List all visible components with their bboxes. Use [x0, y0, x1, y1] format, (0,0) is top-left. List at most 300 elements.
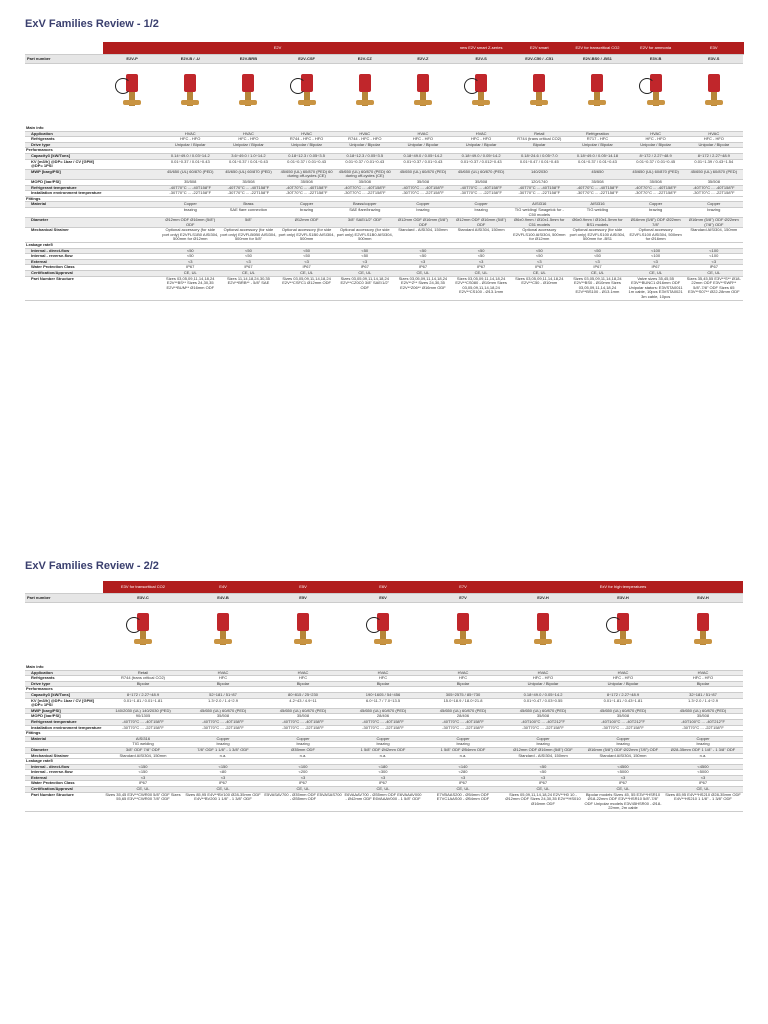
spec-cell: <50 — [161, 254, 219, 260]
spec-cell: Brass/copper — [336, 202, 394, 208]
spec-row — [25, 708, 743, 714]
valve-image — [237, 74, 259, 114]
spec-cell: -30T70°C ... -22T158°F — [336, 191, 394, 197]
spec-cell — [103, 207, 161, 217]
spec-cell: Optional accessory (for side port only) E2VFLS100 AISI304, 500mm for -BS1 — [569, 227, 626, 242]
spec-cell: HVAC — [663, 670, 743, 676]
row-label: Part number — [25, 55, 103, 64]
spec-cell — [103, 228, 161, 243]
spec-cell: 0.01÷0.47 / 0.01÷0.45 — [510, 159, 568, 169]
spec-cell: <50 — [510, 254, 568, 260]
spec-cell: HFC — [423, 676, 503, 682]
spec-cell: brazing — [423, 742, 503, 748]
row-label: MOPD [bar/PSI] — [25, 179, 103, 185]
spec-cell: <3 — [685, 259, 743, 265]
spec-cell: Refrigeration — [568, 131, 626, 137]
row-label: Refrigerant temperature — [25, 185, 103, 191]
spec-cell: <50 — [568, 254, 626, 260]
spec-cell: CE, UL — [336, 271, 394, 277]
spec-cell: CE, UL — [685, 271, 743, 277]
spec-cell: CE, UL — [510, 271, 568, 277]
spec-cell: IP67 — [568, 265, 626, 271]
spec-cell: 0.14÷49.0 / 0.03÷14.2 — [161, 153, 219, 159]
spec-cell: SAE flare/brazing — [336, 207, 394, 217]
spec-cell: Ø28-35mm ODF 1 1/8" - 1 3/8" ODF — [663, 747, 743, 753]
spec-cell: 35/508 — [663, 714, 743, 720]
spec-cell: 0.18÷49.0 / 0.05÷14.2 — [394, 153, 452, 159]
spec-cell: Bipolar models Sizes 45, 55 E3V**HSR10 Ø18-22mm ODF E3V**HSR10 5/8"-7/8" ODF Unipolar models E3V45HSR00 - Ø18-22mm, 2m cable — [584, 792, 662, 811]
spec-cell: IP67 — [161, 265, 219, 271]
spec-cell: <3 — [627, 259, 685, 265]
row-label: Part Number Structure — [25, 792, 103, 811]
spec-cell: 45/650 (UL) 60/870 (PED) — [583, 708, 663, 714]
spec-cell: R717 - HFC — [568, 137, 626, 143]
spec-cell: HFC - HFO — [394, 137, 452, 143]
row-label: Capacity3 [kW/Tons] — [25, 692, 103, 698]
spec-row — [25, 725, 743, 731]
spec-cell: HVAC — [503, 670, 583, 676]
valve-image — [292, 613, 314, 653]
spec-row — [25, 207, 743, 217]
spec-cell: CE, UL — [343, 787, 423, 793]
spec-cell: <150 — [103, 764, 183, 770]
spec-cell: CE, UL — [103, 787, 183, 793]
spec-cell: HVAC — [183, 670, 263, 676]
spec-cell: <50 — [394, 248, 452, 254]
group-header: E2V smart — [510, 42, 568, 55]
spec-cell: -40T70°C ... -40T158°F — [343, 719, 423, 725]
spec-row — [25, 747, 743, 753]
row-label: Material — [25, 736, 103, 742]
spec-cell: <100 — [627, 248, 685, 254]
spec-cell: HVAC — [263, 670, 343, 676]
spec-cell: Sizes 03,05,09,11,14,18,24 E2V**CSFC1 Ø12mm ODF — [278, 276, 336, 300]
spec-cell: TIG welding — [568, 207, 626, 217]
spec-cell: 45/650 (UL) 60/870 (PED) — [663, 708, 743, 714]
spec-cell: 0.18÷12.3 / 0.05÷3.5 — [336, 153, 394, 159]
part-number-cell: E5V — [263, 594, 343, 603]
spec-cell: <180 — [343, 764, 423, 770]
spec-cell: HVAC — [583, 670, 663, 676]
spec-cell: 0.01÷0.37 / 0.012÷0.43 — [452, 159, 510, 169]
spec-cell: <3 — [263, 775, 343, 781]
spec-cell: CE, UL — [423, 787, 503, 793]
spec-cell: Ø6x0.9mm / Ø10x1.5mm for C51 models — [510, 218, 568, 228]
section-header: Leakage rate5 — [25, 243, 743, 249]
spec-cell: -40T100°C ... -40T212°F — [663, 719, 743, 725]
spec-cell: 45/650 (UL) 60/870 (PED) — [503, 708, 583, 714]
row-label: MWP [barg/PSI] — [25, 708, 103, 714]
spec-cell: Bipolar — [423, 681, 503, 687]
section-header: Main info — [25, 665, 743, 670]
spec-cell: -30T70°C ... -22T158°F — [503, 725, 583, 731]
spec-cell: 0.01÷0.47 / 0.03÷0.55 — [503, 698, 583, 708]
spec-cell: -30T70°C ... -22T158°F — [510, 191, 568, 197]
spec-cell: Copper — [663, 736, 743, 742]
spec-cell: Copper — [343, 736, 423, 742]
spec-cell: HFC - HFO — [627, 137, 685, 143]
section-header: Performances — [25, 687, 743, 693]
spec-cell: 28/406 — [343, 714, 423, 720]
spec-cell: 1.3÷2.0 / 1.4÷2.9 — [663, 698, 743, 708]
spec-cell: Bipolar — [663, 681, 743, 687]
spec-cell: -40T70°C ... -40T158°F — [685, 185, 743, 191]
spec-cell: -40T70°C ... -40T158°F — [627, 185, 685, 191]
spec-cell: <100 — [685, 254, 743, 260]
spec-row — [25, 719, 743, 725]
spec-cell: 45/650 (UL) 60/870 (PED) — [452, 169, 510, 179]
spec-cell: -30T70°C ... -22T158°F — [568, 191, 626, 197]
spec-cell: Bipolar — [263, 681, 343, 687]
spec-cell: HFC - HFO — [161, 137, 219, 143]
spec-cell: 90/1305 — [103, 714, 183, 720]
spec-cell: brazing — [183, 742, 263, 748]
part-number-cell: E2V-CZ — [336, 55, 394, 64]
spec-cell: <3 — [452, 259, 510, 265]
spec-cell: -40T100°C ... -40T212°F — [503, 719, 583, 725]
spec-cell: -40T70°C ... -40T158°F — [394, 185, 452, 191]
spec-cell: Sizes 05,09,11,14,18,24 E2V**H0 10 - Ø12mm ODF Sizes 24,30,35 E2V**HS010 Ø16mm ODF — [503, 792, 583, 811]
group-header: E3V — [685, 42, 743, 55]
row-label: Material — [25, 202, 103, 208]
spec-cell: -40T70°C ... -40T158°F — [423, 719, 503, 725]
spec-cell: Optional accessory (for side port only) E2VFLS1B0 AISI304, 500mm for Ø12mm — [162, 227, 219, 242]
spec-cell: -30T70°C ... -22T158°F — [103, 725, 183, 731]
spec-cell: Copper — [183, 736, 263, 742]
part-number-row — [25, 594, 743, 603]
spec-cell: brazing — [583, 742, 663, 748]
spec-cell: 35/508 — [278, 179, 336, 185]
spec-cell: 52÷181 / 51÷87 — [183, 692, 263, 698]
spec-cell: Copper — [503, 736, 583, 742]
spec-cell: -40T70°C ... -40T158°F — [219, 185, 277, 191]
spec-cell: -30T70°C ... -22T158°F — [685, 191, 743, 197]
spec-cell: Standard AISI304, 150mm — [685, 228, 743, 243]
row-label: Part Number Structure — [25, 276, 103, 300]
spec-cell: 45/650 (UL) 60/870 (PED) — [423, 708, 503, 714]
part-number-cell: E4V-B — [183, 594, 263, 603]
spec-cell: n.a. — [263, 753, 343, 759]
spec-cell: <3 — [503, 775, 583, 781]
spec-cell: 0.01÷0.37 / 0.01÷0.43 — [394, 159, 452, 169]
spec-cell: 32÷181 / 51÷87 — [663, 692, 743, 698]
spec-cell: HVAC — [343, 670, 423, 676]
valve-image — [586, 74, 608, 114]
spec-cell: CE, UL — [663, 787, 743, 793]
spec-cell: n.a. — [183, 753, 263, 759]
spec-cell: HFC - HFO — [452, 137, 510, 143]
spec-cell: <300 — [343, 770, 423, 776]
spec-cell: 80÷815 / 25÷230 — [263, 692, 343, 698]
valve-image — [179, 74, 201, 114]
spec-cell: <50 — [452, 248, 510, 254]
spec-cell: brazing — [663, 742, 743, 748]
spec-cell: Sizes 85,95 E4V**HS210 Ø28-35mm ODF E4V**HS210 1 1/8" - 1 3/8" ODF — [663, 792, 743, 811]
spec-cell: Optional accessory E2VFLS100 AISI304, 500mm for Ø12mm — [510, 228, 568, 243]
spec-cell: -40T70°C ... -40T158°F — [161, 185, 219, 191]
spec-cell: 140/2030 (UL) 140/2030 (PED) — [103, 708, 183, 714]
spec-cell: brazing — [452, 207, 510, 217]
spec-cell: <100 — [627, 254, 685, 260]
spec-cell: 0.01÷0.37 / 0.01÷0.43 — [568, 159, 626, 169]
spec-cell: n.a. — [343, 753, 423, 759]
part-number-cell: E3V-B — [627, 55, 685, 64]
spec-cell: IP67 — [583, 781, 663, 787]
valve-image — [132, 613, 154, 653]
spec-cell: IP67 — [103, 781, 183, 787]
spec-cell: 190÷1605 / 54÷456 — [343, 692, 423, 698]
spec-cell: IP67 — [503, 781, 583, 787]
spec-cell: IP67 — [627, 265, 685, 271]
spec-cell: brazing — [503, 742, 583, 748]
section-header: Performances — [25, 148, 743, 154]
spec-cell: Copper — [278, 202, 336, 208]
spec-cell: HVAC — [161, 131, 219, 137]
spec-cell: Sizes 03,05,09,11,14,18,24 E2V**BS** Sizes 24,30,35 E2V**BUM** Ø16mm ODF — [161, 276, 219, 300]
part-number-cell: E6V — [343, 594, 423, 603]
group-header: E6V — [343, 581, 423, 594]
row-label: Refrigerants — [25, 676, 103, 682]
spec-cell: 0.18÷49.0 / 0.05÷14.18 — [568, 153, 626, 159]
spec-cell: brazing — [627, 207, 685, 217]
spec-cell: R744 - HFC - HFO — [336, 137, 394, 143]
spec-cell: Retail — [510, 131, 568, 137]
group-header: E4V — [183, 581, 263, 594]
spec-cell: Optional accessory (for side port only) E2VFLS1B0 AISI304, 500mm — [336, 227, 393, 242]
spec-cell: Optional accessory E2VFLS100 AISI304, 500mm for Ø16mm — [627, 228, 685, 243]
spec-cell: CE, UL — [627, 271, 685, 277]
spec-cell: CE, UL — [583, 787, 663, 793]
spec-cell: <50 — [336, 254, 394, 260]
spec-cell: -40T70°C ... -40T158°F — [103, 719, 183, 725]
spec-cell: Sizes 85,95 E4V**BV100 Ø28-35mm ODF E4V**BV200 1 1/8" - 1 3/8" ODF — [183, 792, 263, 811]
valve-image — [703, 74, 725, 114]
spec-cell: 8÷172 / 2.27÷48.9 — [583, 692, 663, 698]
spec-cell: 305÷2575 / 85÷730 — [423, 692, 503, 698]
spec-cell: 35/508 — [583, 714, 663, 720]
spec-cell: <50 — [503, 764, 583, 770]
spec-cell: -30T70°C ... -22T158°F — [161, 191, 219, 197]
spec-cell: Copper — [263, 736, 343, 742]
section-header: Fittings — [25, 196, 743, 202]
spec-cell: <150 — [183, 764, 263, 770]
part-number-cell: E2V-C50 / -C51 — [510, 55, 568, 64]
spec-cell: Standard AISI304, 150mm — [452, 228, 510, 243]
spec-cell: 45/650 (UL) 60/870 (PED) — [685, 169, 743, 179]
spec-cell: brazing — [394, 207, 452, 217]
spec-row — [25, 753, 743, 759]
spec-cell: 45/650 (UL) 60/870 (PED) 60 during off-cycles (CE) — [278, 169, 336, 179]
spec-row — [25, 228, 743, 243]
spec-cell: HFC - HFO — [583, 676, 663, 682]
spec-cell: HFC — [263, 676, 343, 682]
spec-cell: 35/508 — [394, 179, 452, 185]
spec-cell: 3.6÷49.0 / 1.0÷14.2 — [219, 153, 277, 159]
part-number-cell: E2V-BRB — [219, 55, 277, 64]
group-header: E3V for transcritical CO2 — [103, 581, 183, 594]
spec-cell: E5VASAV700 - Ø35mm ODF E5VASAS700 - Ø35mm ODF — [263, 792, 343, 811]
spec-cell: <3 — [394, 259, 452, 265]
spec-cell: HFC - HFO — [685, 137, 743, 143]
spec-cell: -30T70°C ... -22T158°F — [394, 191, 452, 197]
part-number-cell: E2V-B / -U — [161, 55, 219, 64]
spec-cell: IP67 — [263, 781, 343, 787]
spec-cell: Unipolar / Bipolar — [685, 142, 743, 148]
spec-cell: IP67 — [510, 265, 568, 271]
spec-cell: 0.01÷0.37 / 0.01÷0.45 — [627, 159, 685, 169]
spec-cell: AISI316 — [568, 202, 626, 208]
spec-cell: Unipolar / Bipolar — [278, 142, 336, 148]
spec-cell: Ø12mm ODF Ø16mm (5/8") ODF — [452, 218, 510, 228]
spec-cell: Ø16mm (5/8") ODF Ø22mm 7/8" — [627, 218, 685, 228]
spec-cell: <4500 — [663, 764, 743, 770]
valve-image — [121, 74, 143, 114]
spec-cell: -40T70°C ... -40T158°F — [263, 719, 343, 725]
row-label: Water Protection Class — [25, 781, 103, 787]
valve-image — [645, 74, 667, 114]
spec-cell: Unipolar / Bipolar — [219, 142, 277, 148]
spec-cell: <3 — [336, 259, 394, 265]
spec-cell: 35/508 — [263, 714, 343, 720]
spec-cell: CE, UL — [161, 271, 219, 277]
spec-cell: Copper — [394, 202, 452, 208]
spec-cell: <100 — [685, 248, 743, 254]
spec-cell: CE, UL — [394, 271, 452, 277]
part-number-cell: E3V-C — [103, 594, 183, 603]
spec-cell: SAE flare connection — [219, 207, 277, 217]
spec-cell: IP67 — [452, 265, 510, 271]
spec-cell: 0.01÷1.81 / 0.01÷1.81 — [103, 698, 183, 708]
group-header: E5V — [263, 581, 343, 594]
spec-cell: Bipolar — [510, 142, 568, 148]
spec-cell: 45/650 (UL) 60/870 (PED) — [343, 708, 423, 714]
spec-cell: Sizes 03,05,09,11,14,18,24 E2V**CS080 - Ø10mm Sizes 03,05,09,11,14,18,24 E2V**CS100 - Ø13.1mm — [452, 276, 510, 300]
spec-cell: -40T100°C ... -40T212°F — [583, 719, 663, 725]
spec-cell: 35/508 — [336, 179, 394, 185]
spec-cell: Copper — [452, 202, 510, 208]
spec-cell: IP67 — [183, 781, 263, 787]
spec-cell: Unipolar / Bipolar — [583, 681, 663, 687]
page1-title: ExV Families Review - 1/2 — [25, 18, 159, 30]
spec-cell: 35/508 — [627, 179, 685, 185]
spec-cell: <140 — [423, 764, 503, 770]
row-label: Drive type — [25, 681, 103, 687]
spec-cell: <50 — [336, 248, 394, 254]
spec-cell: Ø12mm ODF Ø16mm (5/8") ODF — [503, 747, 583, 753]
spec-cell: 35/508 — [568, 179, 626, 185]
spec-cell: n.a. — [663, 753, 743, 759]
spec-cell — [103, 159, 161, 169]
spec-cell: Unipolar / Bipolar — [452, 142, 510, 148]
spec-cell: <50 — [278, 254, 336, 260]
spec-cell: Unipolar / Bipolar — [336, 142, 394, 148]
spec-cell: 140/2030 — [510, 169, 568, 179]
spec-cell: Unipolar / Bipolar — [161, 142, 219, 148]
spec-cell: -30T70°C ... -22T158°F — [278, 191, 336, 197]
row-label: Installation environment temperature — [25, 725, 103, 731]
spec-cell — [103, 218, 161, 228]
row-label: Internal - reverse-flow — [25, 770, 103, 776]
spec-cell: Bipolar — [343, 681, 423, 687]
spec-cell: 5/8" — [219, 218, 277, 228]
row-label: Refrigerants — [25, 137, 103, 143]
spec-cell: <4500 — [583, 764, 663, 770]
spec-cell: Sizes 03,05,09,11,14,18,24 E2V**Z** Sizes 24,30,35 E2V**Z06** Ø16mm ODF — [394, 276, 452, 300]
spec-cell: <3 — [103, 775, 183, 781]
spec-cell: Sizes 11,14,18,24,30,35 E2V**BRB** - 5/8" SAE — [219, 276, 277, 300]
spec-row — [25, 159, 743, 169]
spec-cell: 8÷172 / 2.27÷48.9 — [103, 692, 183, 698]
spec-cell: <50 — [278, 248, 336, 254]
spec-cell: brazing — [161, 207, 219, 217]
part-number-cell: E2V-Z — [394, 55, 452, 64]
spec-cell: 0.01÷0.37 / 0.01÷0.43 — [161, 159, 219, 169]
part-number-cell: E2V-CSF — [278, 55, 336, 64]
spec-cell: 0.18÷49.0 / 0.05÷14.2 — [452, 153, 510, 159]
spec-row — [25, 276, 743, 300]
spec-cell: 35/508 — [685, 179, 743, 185]
spec-cell: Copper — [161, 202, 219, 208]
spec-cell: Bipolar — [103, 681, 183, 687]
valve-image — [452, 613, 474, 653]
spec-cell: CE, UL — [503, 787, 583, 793]
spec-cell: -40T70°C ... -40T158°F — [452, 185, 510, 191]
spec-cell: 1 5/8" ODF Ø54mm ODF — [423, 747, 503, 753]
spec-cell: <80 — [183, 770, 263, 776]
page1-table — [25, 42, 743, 301]
valve-image — [532, 613, 554, 653]
spec-cell: <50 — [452, 254, 510, 260]
spec-cell: 45/650 (UL) 60/870 (PED) — [394, 169, 452, 179]
spec-cell: HVAC — [336, 131, 394, 137]
spec-cell: 15.0÷18.9 / 18.0÷21.8 — [423, 698, 503, 708]
spec-cell: Retail — [103, 670, 183, 676]
spec-cell: <3 — [583, 775, 663, 781]
spec-cell: Standard - AISI304, 150mm — [394, 228, 452, 243]
spec-cell: 35/508 — [503, 714, 583, 720]
row-label — [25, 207, 103, 217]
row-label: Certification/Approval — [25, 787, 103, 793]
spec-cell: HVAC — [219, 131, 277, 137]
row-label: MWP [barg/PSI] — [25, 169, 103, 179]
spec-cell: 28/406 — [423, 714, 503, 720]
spec-cell: <3 — [219, 259, 277, 265]
spec-cell: HVAC — [452, 131, 510, 137]
row-label: Refrigerant temperature — [25, 719, 103, 725]
spec-cell: <3 — [183, 775, 263, 781]
spec-cell: HVAC — [627, 131, 685, 137]
spec-row — [25, 792, 743, 811]
row-label: Application — [25, 670, 103, 676]
spec-cell: HVAC — [423, 670, 503, 676]
group-header: ExV for high temperatures — [503, 581, 743, 594]
spec-cell: -40T70°C ... -40T158°F — [568, 185, 626, 191]
spec-cell: Optional accessory (for side port only) E2VFLB0B0 AISI304, 500mm for 5/8" — [220, 227, 277, 242]
spec-cell: Sizes 03,05,09,11,14,18,24 E2V**BS0 - Ø10mm Sizes 03,05,09,11,14,18,24 E2V**BS100 - Ø13.1mm — [568, 276, 626, 300]
spec-cell: CE, UL — [278, 271, 336, 277]
spec-cell: IP67 — [394, 265, 452, 271]
spec-cell: IP67 — [336, 265, 394, 271]
spec-cell: Ø16mm (5/8") ODF Ø22mm (7/8") ODF — [685, 218, 743, 228]
spec-cell: -30T70°C ... -22T158°F — [452, 191, 510, 197]
group-header: E7V — [423, 581, 503, 594]
row-label: MOPD [bar/PSI] — [25, 714, 103, 720]
spec-cell: CE, UL — [263, 787, 343, 793]
spec-cell: Unipolar / Bipolar — [627, 142, 685, 148]
row-label: Diameter — [25, 747, 103, 753]
spec-cell: HFC — [343, 676, 423, 682]
spec-cell: -40T70°C ... -40T158°F — [183, 719, 263, 725]
